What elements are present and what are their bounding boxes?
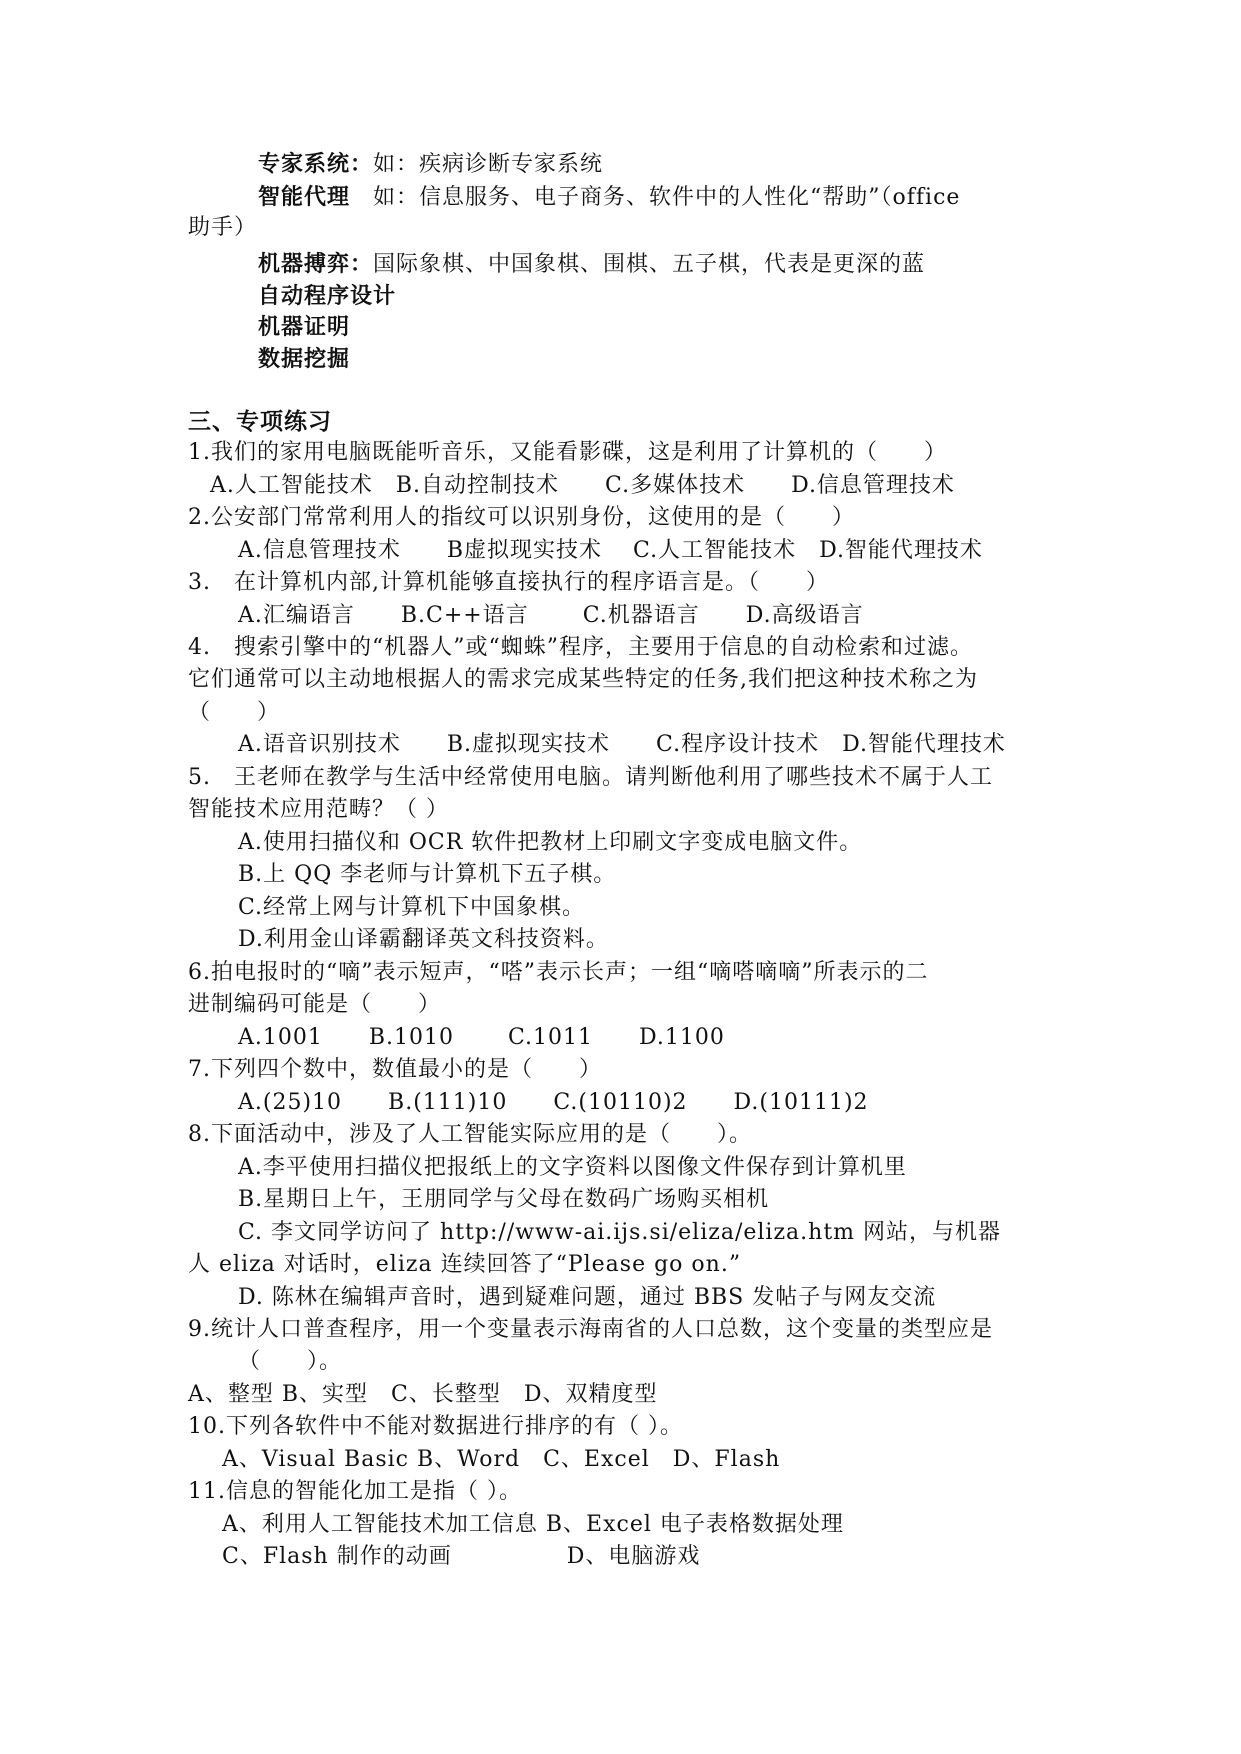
question-6-stem-1: 6.拍电报时的“嘀”表示短声，“嗒”表示长声；一组“嘀嗒嘀嘀”所表示的二 bbox=[188, 960, 929, 985]
machine-game-line bbox=[258, 248, 925, 280]
question-11-stem: 11.信息的智能化加工是指（ ）。 bbox=[188, 1479, 522, 1504]
question-8-option-a: A.李平使用扫描仪把报纸上的文字资料以图像文件保存到计算机里 bbox=[238, 1155, 907, 1180]
auto-programming-term: 自动程序设计 bbox=[258, 283, 397, 309]
question-5-option-d: D.利用金山译霸翻译英文科技资料。 bbox=[238, 927, 609, 952]
expert-system-term: 专家系统： bbox=[258, 151, 374, 177]
intelligent-agent-desc-cont: 助手） bbox=[188, 215, 258, 240]
question-9-stem-2: （ ）。 bbox=[238, 1349, 343, 1374]
question-8-stem: 8.下面活动中，涉及了人工智能实际应用的是（ ）。 bbox=[188, 1122, 752, 1147]
question-7-stem: 7.下列四个数中，数值最小的是（ ） bbox=[188, 1057, 602, 1082]
machine-proof-term: 机器证明 bbox=[258, 314, 351, 340]
question-5-option-c: C.经常上网与计算机下中国象棋。 bbox=[238, 895, 586, 920]
question-5-option-a: A.使用扫描仪和 OCR 软件把教材上印刷文字变成电脑文件。 bbox=[238, 830, 863, 855]
question-2-stem: 2.公安部门常常利用人的指纹可以识别身份，这使用的是（ ） bbox=[188, 505, 855, 530]
question-1-stem: 1.我们的家用电脑既能听音乐，又能看影碟，这是利用了计算机的（ ） bbox=[188, 440, 947, 465]
question-10-options: A、Visual Basic B、Word C、Excel D、Flash bbox=[222, 1447, 781, 1472]
expert-system-desc: 如：疾病诊断专家系统 bbox=[373, 152, 604, 177]
data-mining-term: 数据挖掘 bbox=[258, 346, 351, 372]
question-3-options: A.汇编语言 B.C++语言 C.机器语言 D.高级语言 bbox=[238, 603, 864, 628]
question-6-options: A.1001 B.1010 C.1011 D.1100 bbox=[238, 1025, 725, 1050]
question-5-stem-1: 5. 王老师在教学与生活中经常使用电脑。请判断他利用了哪些技术不属于人工 bbox=[188, 765, 993, 790]
expert-system-line bbox=[258, 148, 603, 180]
question-9-stem-1: 9.统计人口普查程序，用一个变量表示海南省的人口总数，这个变量的类型应是 bbox=[188, 1317, 993, 1342]
question-8-option-b: B.星期日上午，王朋同学与父母在数码广场购买相机 bbox=[238, 1187, 770, 1212]
question-6-stem-2: 进制编码可能是（ ） bbox=[188, 992, 442, 1017]
intelligent-agent-line bbox=[258, 181, 960, 213]
question-1-options: A.人工智能技术 B.自动控制技术 C.多媒体技术 D.信息管理技术 bbox=[210, 473, 955, 498]
question-4-stem-2: 它们通常可以主动地根据人的需求完成某些特定的任务,我们把这种技术称之为 bbox=[188, 667, 978, 692]
question-10-stem: 10.下列各软件中不能对数据进行排序的有（ ）。 bbox=[188, 1414, 683, 1439]
question-4-stem-1: 4. 搜索引擎中的“机器人”或“蜘蛛”程序，主要用于信息的自动检索和过滤。 bbox=[188, 635, 973, 660]
question-7-options: A.(25)10 B.(111)10 C.(10110)2 D.(10111)2 bbox=[238, 1090, 869, 1115]
machine-game-term: 机器搏弈： bbox=[258, 251, 374, 277]
question-4-stem-3: （ ） bbox=[188, 700, 281, 725]
intelligent-agent-term: 智能代理 bbox=[258, 184, 351, 210]
question-11-options-1: A、利用人工智能技术加工信息 B、Excel 电子表格数据处理 bbox=[222, 1512, 844, 1537]
question-8-option-c-cont: 人 eliza 对话时，eliza 连续回答了“Please go on.” bbox=[188, 1252, 742, 1277]
question-5-stem-2: 智能技术应用范畴？（ ） bbox=[188, 797, 449, 822]
question-11-options-2: C、Flash 制作的动画 D、电脑游戏 bbox=[222, 1544, 701, 1569]
question-5-option-b: B.上 QQ 李老师与计算机下五子棋。 bbox=[238, 862, 617, 887]
question-8-option-d: D. 陈林在编辑声音时，遇到疑难问题，通过 BBS 发帖子与网友交流 bbox=[238, 1285, 937, 1310]
question-3-stem: 3. 在计算机内部,计算机能够直接执行的程序语言是。（ ） bbox=[188, 570, 829, 595]
question-8-option-c: C. 李文同学访问了 http://www-ai.ijs.si/eliza/eliza.htm 网站，与机器 bbox=[238, 1220, 1002, 1245]
machine-game-desc: 国际象棋、中国象棋、围棋、五子棋，代表是更深的蓝 bbox=[373, 252, 926, 277]
question-2-options: A.信息管理技术 B虚拟现实技术 C.人工智能技术 D.智能代理技术 bbox=[238, 538, 983, 563]
intelligent-agent-desc: 如：信息服务、电子商务、软件中的人性化“帮助”（office bbox=[350, 185, 961, 210]
question-4-options: A.语音识别技术 B.虚拟现实技术 C.程序设计技术 D.智能代理技术 bbox=[238, 732, 1006, 757]
section-title: 三、专项练习 bbox=[188, 408, 332, 435]
question-9-options: A、整型 B、实型 C、长整型 D、双精度型 bbox=[188, 1382, 658, 1407]
